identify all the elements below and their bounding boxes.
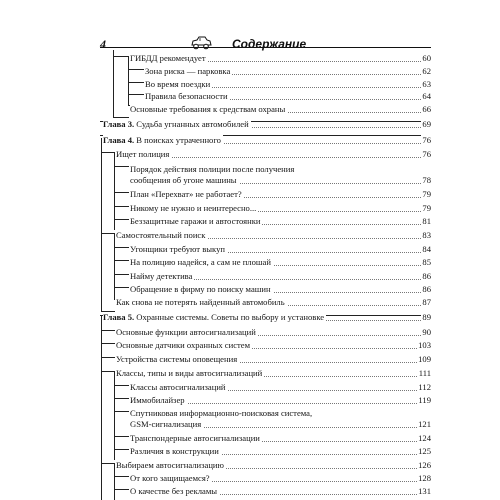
toc-entry bbox=[103, 135, 431, 146]
toc-entry bbox=[130, 408, 431, 430]
toc-page-number: 81 bbox=[422, 216, 431, 226]
toc-page-number: 69 bbox=[422, 119, 431, 129]
toc-entry bbox=[116, 354, 431, 365]
toc-entry-title: Транспондерные автосигнализации bbox=[130, 433, 260, 443]
toc-entry-title: Классы, типы и виды автосигнализаций bbox=[116, 368, 263, 378]
toc-page-number: 64 bbox=[422, 91, 431, 101]
hierarchy-line bbox=[113, 117, 129, 118]
hierarchy-line bbox=[113, 50, 114, 118]
chapter-title: В поисках утраченного bbox=[134, 135, 221, 145]
toc-page-number: 90 bbox=[422, 327, 431, 337]
toc-page-number: 121 bbox=[418, 419, 431, 429]
toc-entry bbox=[130, 271, 431, 282]
toc-entry-title: Различия в конструкции bbox=[130, 446, 219, 456]
toc-entry-title bbox=[103, 135, 223, 145]
toc-page-number: 83 bbox=[422, 230, 431, 240]
toc-entry bbox=[145, 79, 431, 90]
toc-entry-title: Основные функции автосигнализаций bbox=[116, 327, 256, 337]
toc-entry-title: сообщения об угоне машины bbox=[130, 175, 237, 185]
toc-entry-title: Самостоятельный поиск bbox=[116, 230, 206, 240]
toc-entry bbox=[145, 91, 431, 102]
hierarchy-line bbox=[114, 287, 129, 288]
toc-page-number: 89 bbox=[422, 312, 431, 322]
hierarchy-line bbox=[113, 56, 129, 57]
hierarchy-line bbox=[128, 82, 144, 83]
hierarchy-line bbox=[128, 56, 129, 106]
hierarchy-line bbox=[114, 449, 129, 450]
toc-entry-title: План «Перехват» не работает? bbox=[130, 189, 242, 199]
chapter-label: Глава 4. bbox=[103, 135, 135, 145]
toc-entry-title: Выбираем автосигнализацию bbox=[116, 460, 224, 470]
hierarchy-line bbox=[128, 69, 144, 70]
toc-page-number: 78 bbox=[422, 175, 431, 185]
toc-page-number: 112 bbox=[418, 382, 431, 392]
toc-entry-title: Ищет полиция bbox=[116, 149, 170, 159]
toc-entry-title: На полицию надейся, а сам не плошай bbox=[130, 257, 271, 267]
toc-entry bbox=[130, 284, 431, 295]
toc-page-number: 103 bbox=[418, 340, 431, 350]
hierarchy-line bbox=[101, 343, 115, 344]
toc-page-number: 62 bbox=[422, 66, 431, 76]
header-rule bbox=[100, 47, 431, 48]
toc-entry bbox=[103, 312, 431, 323]
toc-entry bbox=[130, 446, 431, 457]
hierarchy-line bbox=[114, 385, 129, 386]
toc-page-number: 86 bbox=[422, 271, 431, 281]
toc-page-number: 79 bbox=[422, 203, 431, 213]
hierarchy-line bbox=[114, 476, 129, 477]
hierarchy-line bbox=[114, 411, 129, 412]
toc-entry-title: GSM-сигнализация bbox=[130, 419, 202, 429]
hierarchy-line bbox=[114, 206, 129, 207]
toc-entry bbox=[130, 216, 431, 227]
hierarchy-line bbox=[101, 371, 115, 372]
running-header-title: Содержание bbox=[232, 37, 307, 51]
hierarchy-line bbox=[114, 233, 115, 300]
toc-entry bbox=[130, 257, 431, 268]
toc-entry-title: Спутниковая информационно-поисковая система, bbox=[130, 408, 313, 418]
toc-entry-title: Классы автосигнализаций bbox=[130, 382, 226, 392]
toc-entry bbox=[116, 149, 431, 160]
chapter-title: Охранные системы. Советы по выбору и установке bbox=[134, 312, 325, 322]
hierarchy-line bbox=[101, 138, 102, 312]
toc-page-number: 76 bbox=[422, 149, 431, 159]
toc-page-number: 131 bbox=[418, 486, 431, 496]
toc-page-number: 126 bbox=[418, 460, 431, 470]
chapter-title: Судьба угнанных автомобилей bbox=[134, 119, 249, 129]
toc-entry-title: Иммобилайзер bbox=[130, 395, 185, 405]
toc-page-number: 87 bbox=[422, 297, 431, 307]
toc-entry bbox=[116, 460, 431, 471]
toc-entry-title: Основные требования к средствам охраны bbox=[130, 104, 286, 114]
toc-entry-title: Порядок действия полиции после получения bbox=[130, 164, 295, 174]
toc-page-number: 60 bbox=[422, 53, 431, 63]
toc-entry bbox=[130, 203, 431, 214]
toc-entry bbox=[116, 368, 431, 379]
toc-entry-title: О качестве без рекламы bbox=[130, 486, 218, 496]
toc-page-number: 119 bbox=[418, 395, 431, 405]
toc-page-number: 76 bbox=[422, 135, 431, 145]
toc-page-number: 109 bbox=[418, 354, 431, 364]
hierarchy-line bbox=[114, 219, 129, 220]
toc-entry bbox=[130, 486, 431, 497]
toc-entry-title: Как снова не потерять найденный автомобиль bbox=[116, 297, 285, 307]
toc-entry-title: ГИБДД рекомендует bbox=[130, 53, 206, 63]
toc-entry-title: Основные датчики охранных систем bbox=[116, 340, 251, 350]
hierarchy-line bbox=[101, 152, 115, 153]
hierarchy-line bbox=[101, 463, 115, 464]
toc-entry bbox=[130, 473, 431, 484]
chapter-label: Глава 5. bbox=[103, 312, 135, 322]
toc-page-number: 63 bbox=[422, 79, 431, 89]
hierarchy-line bbox=[101, 357, 115, 358]
hierarchy-line bbox=[114, 489, 129, 490]
hierarchy-line bbox=[114, 274, 129, 275]
toc-entry bbox=[130, 382, 431, 393]
toc-page-number: 84 bbox=[422, 244, 431, 254]
toc-entry-title: Зона риска — парковка bbox=[145, 66, 231, 76]
hierarchy-line bbox=[114, 398, 129, 399]
toc-entry bbox=[130, 433, 431, 444]
hierarchy-line bbox=[114, 247, 129, 248]
toc-entry bbox=[130, 164, 431, 186]
page-number: 4 bbox=[100, 37, 106, 51]
hierarchy-line bbox=[101, 233, 115, 234]
hierarchy-line bbox=[101, 330, 115, 331]
toc-page-number: 86 bbox=[422, 284, 431, 294]
hierarchy-line bbox=[128, 94, 144, 95]
chapter-label: Глава 3. bbox=[103, 119, 135, 129]
toc-entry bbox=[116, 297, 431, 308]
toc-entry bbox=[116, 340, 431, 351]
toc-entry-title: Найму детектива bbox=[130, 271, 193, 281]
toc-entry bbox=[130, 244, 431, 255]
toc-entry bbox=[145, 66, 431, 77]
toc-entry-title: От кого защищаемся? bbox=[130, 473, 210, 483]
toc-entry-title: Правила безопасности bbox=[145, 91, 228, 101]
toc-entry bbox=[130, 53, 431, 64]
toc-entry bbox=[130, 104, 431, 115]
toc-entry bbox=[130, 189, 431, 200]
toc-page-number: 66 bbox=[422, 104, 431, 114]
toc-entry-title bbox=[103, 119, 251, 129]
hierarchy-line bbox=[114, 260, 129, 261]
hierarchy-line bbox=[114, 436, 129, 437]
toc-entry-title: Беззащитные гаражи и автостоянки bbox=[130, 216, 261, 226]
hierarchy-line bbox=[114, 463, 115, 500]
toc-page-number: 124 bbox=[418, 433, 431, 443]
toc-entry-title: Устройства системы оповещения bbox=[116, 354, 238, 364]
toc-page-number: 125 bbox=[418, 446, 431, 456]
toc-entry-title: Обращение в фирму по поиску машин bbox=[130, 284, 271, 294]
toc-page-number: 128 bbox=[418, 473, 431, 483]
hierarchy-line bbox=[114, 192, 129, 193]
toc-entry-title: Никому не нужно и неинтересно... bbox=[130, 203, 257, 213]
toc-entry bbox=[130, 395, 431, 406]
toc-entry-title: Угонщики требуют выкуп bbox=[130, 244, 225, 254]
toc-page-number: 111 bbox=[418, 368, 431, 378]
toc-entry bbox=[116, 230, 431, 241]
toc-entry-title bbox=[103, 312, 326, 322]
toc-entry-title: Во время поездки bbox=[145, 79, 211, 89]
toc-page-number: 85 bbox=[422, 257, 431, 267]
toc-page-number: 79 bbox=[422, 189, 431, 199]
toc-entry bbox=[116, 327, 431, 338]
hierarchy-line bbox=[114, 166, 129, 167]
